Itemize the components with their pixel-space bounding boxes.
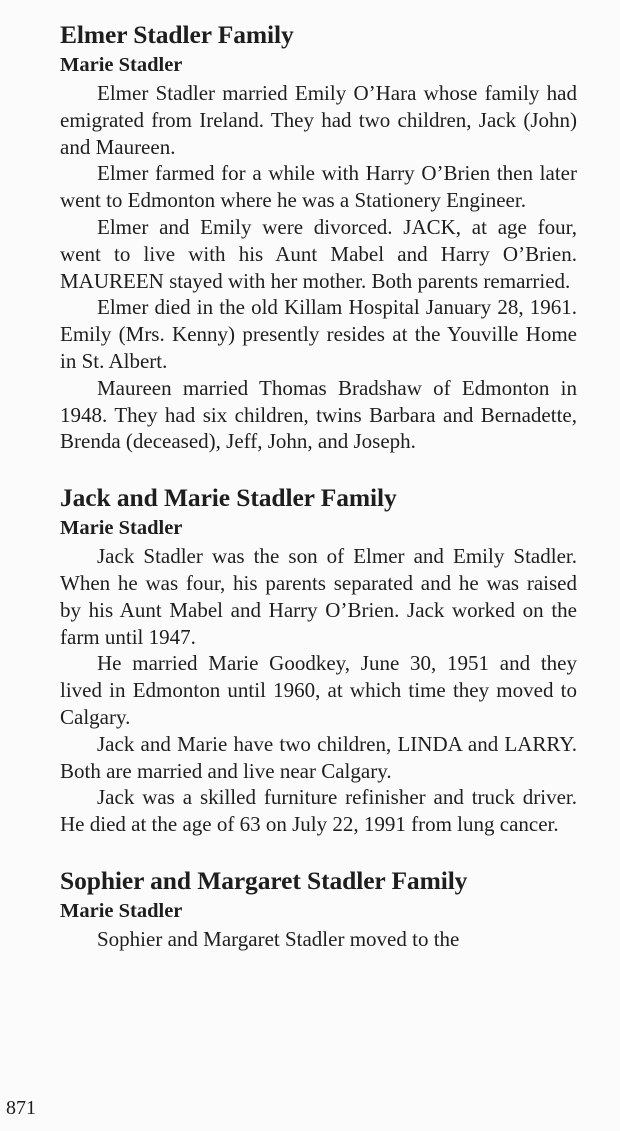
section-elmer-stadler-family <box>60 18 577 455</box>
section-title: Elmer Stadler Family <box>60 20 294 49</box>
paragraph: Elmer died in the old Killam Hospital January 28, 1961. Emily (Mrs. Kenny) presently resides at the Youville Home in St. Albert. <box>60 295 577 373</box>
section-author: Marie Stadler <box>60 899 183 922</box>
document-page <box>60 18 577 979</box>
section-jack-and-marie-stadler-family <box>60 481 577 838</box>
paragraph: Jack Stadler was the son of Elmer and Emily Stadler. When he was four, his parents separated and he was raised by his Aunt Mabel and Harry O’Brien. Jack worked on the farm until 1947. <box>60 544 577 649</box>
paragraph: Elmer and Emily were divorced. JACK, at age four, went to live with his Aunt Mabel and Harry O’Brien. MAUREEN stayed with her mother. Both parents remarried. <box>60 214 577 293</box>
page-number: 871 <box>6 1097 36 1119</box>
section-title: Jack and Marie Stadler Family <box>60 483 397 513</box>
paragraph: Maureen married Thomas Bradshaw of Edmonton in 1948. They had six children, twins Barbara and Bernadette, Brenda (deceased), Jeff, John, and Joseph. <box>60 375 577 454</box>
paragraph: Sophier and Margaret Stadler moved to the <box>97 926 460 951</box>
paragraph: He married Marie Goodkey, June 30, 1951 and they lived in Edmonton until 1960, at which time they moved to Calgary. <box>60 651 577 729</box>
section-sophier-and-margaret-stadler-family <box>60 864 577 953</box>
section-title: Sophier and Margaret Stadler Family <box>60 865 468 895</box>
paragraph: Elmer Stadler married Emily O’Hara whose family had emigrated from Ireland. They had two children, Jack (John) and Maureen. <box>60 81 577 159</box>
paragraph: Elmer farmed for a while with Harry O’Brien then later went to Edmonton where he was a Stationery Engineer. <box>60 161 577 213</box>
paragraph: Jack and Marie have two children, LINDA and LARRY. Both are married and live near Calgary. <box>60 731 577 783</box>
section-author: Marie Stadler <box>60 54 183 76</box>
section-author: Marie Stadler <box>60 517 183 540</box>
paragraph: Jack was a skilled furniture refinisher and truck driver. He died at the age of 63 on July 22, 1991 from lung cancer. <box>60 785 577 837</box>
